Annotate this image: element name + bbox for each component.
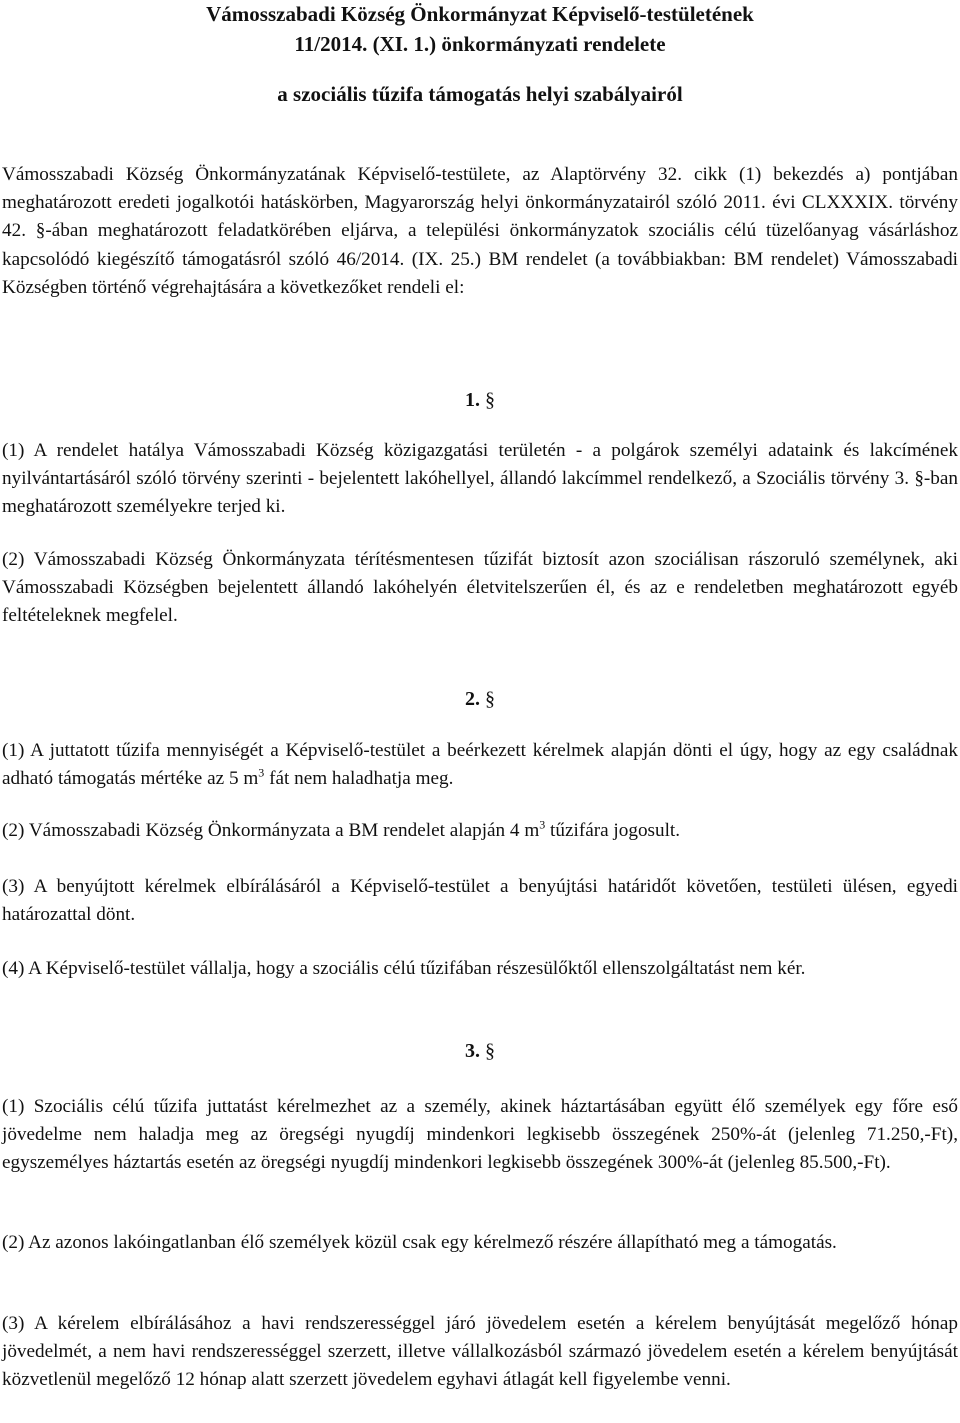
section-1-paragraph-2: (2) Vámosszabadi Község Önkormányzata térítésmentesen tűzifát biztosít azon szociálisan rászoruló személynek, aki Vámosszabadi Községben bejelentett állandó lakóhelyén életvitelszerűen él, és az e rendeletben meghatározott egyéb feltételeknek megfelel. <box>2 549 958 627</box>
section-2-number: 2. <box>465 688 485 710</box>
superscript-3: 3 <box>539 817 546 832</box>
document-title-line-1: Vámosszabadi Község Önkormányzat Képviselő-testületének <box>206 2 754 26</box>
section-3-heading <box>0 1037 960 1065</box>
section-sign: § <box>35 220 46 242</box>
section-sign: § <box>485 688 495 710</box>
section-2-paragraph-3: (3) A benyújtott kérelmek elbírálásáról a Képviselő-testület a benyújtási határidőt követően, testületi ülésen, egyedi határozattal dönt. <box>2 876 958 926</box>
section-sign: § <box>485 1040 495 1062</box>
section-sign: § <box>914 468 924 490</box>
preamble-paragraph <box>2 161 958 302</box>
section-sign: § <box>485 389 495 411</box>
section-1-paragraph-1-part-2: -ban meghatározott személyekre terjed ki. <box>2 468 958 518</box>
section-2-paragraph-2 <box>2 817 958 845</box>
document-title-line-3: a szociális tűzifa támogatás helyi szabályairól <box>277 82 683 106</box>
section-2-paragraph-1-part-2: fát nem haladhatja meg. <box>264 768 454 790</box>
section-2-paragraph-2-part-1: (2) Vámosszabadi Község Önkormányzata a BM rendelet alapján 4 m <box>2 820 540 841</box>
section-1-number: 1. <box>465 389 485 411</box>
section-2-paragraph-4: (4) A Képviselő-testület vállalja, hogy a szociális célú tűzifában részesülőktől ellenszolgáltatást nem kér. <box>2 958 806 979</box>
section-3-paragraph-2: (2) Az azonos lakóingatlanban élő személyek közül csak egy kérelmező részére állapítható meg a támogatás. <box>2 1232 837 1253</box>
section-2-paragraph-2-part-2: tűzifára jogosult. <box>545 820 681 841</box>
preamble-text-part-2: -ában meghatározott feladatkörében eljárva, a települési önkormányzatok szociális célú tüzelőanyag vásárláshoz kapcsolódó kiegészítő támogatásról szóló 46/2014. (IX. 25.) BM rendelet (a továbbiakban: BM rendelet) Vámosszabadi Községben történő végrehajtására a következőket rendeli el: <box>2 220 958 298</box>
section-1-paragraph-1 <box>2 437 958 522</box>
section-3-paragraph-1: (1) Szociális célú tűzifa juttatást kérelmezhet az a személy, akinek háztartásában együtt élő személyek egy főre eső jövedelme nem haladja meg az öregségi nyugdíj mindenkori legkisebb összegének 250%-át (jelenleg 71.250,-Ft), egyszemélyes háztartás esetén az öregségi nyugdíj mindenkori legkisebb összegének 300%-át (jelenleg 85.500,-Ft). <box>2 1096 958 1174</box>
section-3-number: 3. <box>465 1040 485 1062</box>
section-1-paragraph-1-part-1: (1) A rendelet hatálya Vámosszabadi Község közigazgatási területén - a polgárok személyi adataink és lakcímének nyilvántartásáról szóló törvény szerinti - bejelentett lakóhellyel, állandó lakcímmel rendelkező, a Szociális törvény 3. <box>2 440 958 490</box>
section-2-paragraph-1 <box>2 737 958 793</box>
section-2-paragraph-1-part-1: (1) A juttatott tűzifa mennyiségét a Képviselő-testület a beérkezett kérelmek alapján dönti el úgy, hogy az egy családnak adható támogatás mértéke az 5 m <box>2 740 958 790</box>
section-2-heading <box>0 685 960 713</box>
section-1-heading <box>0 386 960 414</box>
preamble-text-part-1: Vámosszabadi Község Önkormányzatának Képviselő-testülete, az Alaptörvény 32. cikk (1) bekezdés a) pontjában meghatározott eredeti jogalkotói hatáskörben, Magyarország helyi önkormányzatairól szóló 2011. évi CLXXXIX. törvény 42. <box>2 164 958 242</box>
section-3-paragraph-3: (3) A kérelem elbírálásához a havi rendszerességgel járó jövedelem esetén a kérelem benyújtását megelőző hónap jövedelmét, a nem havi rendszerességgel szerzett, illetve vállalkozásból származó jövedelem esetén a kérelem benyújtását közvetlenül megelőző 12 hónap alatt szerzett jövedelem egyhavi átlagát kell figyelembe venni. <box>2 1313 958 1391</box>
superscript-3: 3 <box>258 765 265 780</box>
document-title-line-2: 11/2014. (XI. 1.) önkormányzati rendelete <box>294 32 666 56</box>
